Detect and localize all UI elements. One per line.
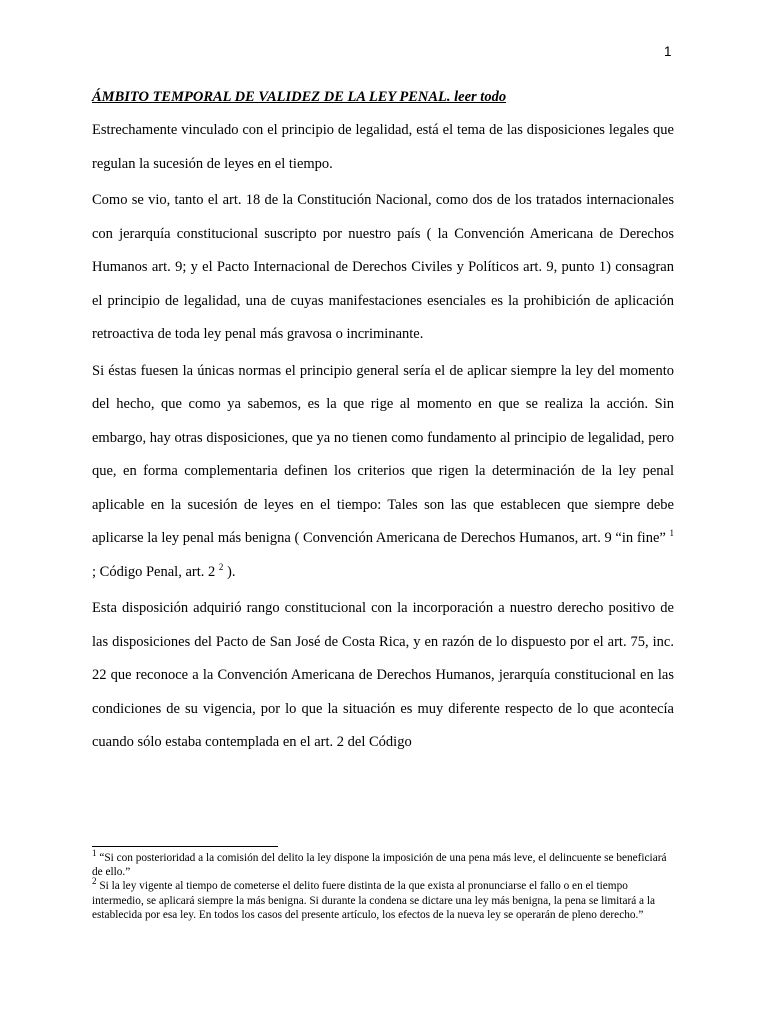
paragraph-3-text: Si éstas fuesen la únicas normas el principio general sería el de aplicar siempre la ley del momento del hecho, que como ya sabemos, es la que rige al momento en que se realiza la acción. Sin embargo, hay otras disposiciones, que ya no tienen como fundamento al principio de legalidad, pero que, en forma complementaria definen los criterios que rigen la determinación de la ley penal aplicable en la sucesión de leyes en el tiempo: Tales son las que establecen que siempre debe aplicarse la ley penal más benigna ( Convención Americana de Derechos Humanos, art. 9 “in fine” [92,362,674,546]
paragraph-3 [92,355,674,590]
footnote-2-text: Si la ley vigente al tiempo de cometerse el delito fuere distinta de la que exista al pronunciarse el fallo o en el tiempo intermedio, se aplicará siempre la más benigna. Si durante la condena se dictare una ley más benigna, la pena se limitará a la establecida por esa ley. En todos los casos del presente artículo, los efectos de la nueva ley se operarán de pleno derecho.” [92,880,656,921]
footnote-marker-1: 1 [92,848,97,859]
document-body [92,86,674,763]
footnotes [92,848,674,922]
footnote-marker-2: 2 [92,876,97,887]
paragraph-1: Estrechamente vinculado con el principio de legalidad, está el tema de las disposiciones legales que regulan la sucesión de leyes en el tiempo. [92,122,674,172]
document-heading: ÁMBITO TEMPORAL DE VALIDEZ DE LA LEY PENAL. leer todo [92,89,507,105]
paragraph-3-end: ). [223,563,236,580]
footnote-1-text: “Si con posterioridad a la comisión del delito la ley dispone la imposición de una pena más leve, el delincuente se beneficiará de ello.” [92,852,667,879]
footnote-2 [92,876,674,922]
paragraph-3-mid: ; Código Penal, art. 2 [92,563,216,580]
page-number: 1 [664,44,672,59]
footnote-ref-1[interactable]: 1 [669,528,675,539]
footnote-separator [92,846,278,847]
footnote-1 [92,848,674,879]
footnote-ref-2[interactable]: 2 [218,561,224,572]
paragraph-2: Como se vio, tanto el art. 18 de la Constitución Nacional, como dos de los tratados internacionales con jerarquía constitucional suscripto por nuestro país ( la Convención Americana de Derechos Humanos art. 9; y el Pacto Internacional de Derechos Civiles y Políticos art. 9, punto 1) consagran el principio de legalidad, una de cuyas manifestaciones esenciales es la prohibición de aplicación retroactiva de toda ley penal más gravosa o incriminante. [92,192,674,342]
paragraph-4: Esta disposición adquirió rango constitucional con la incorporación a nuestro derecho positivo de las disposiciones del Pacto de San José de Costa Rica, y en razón de lo dispuesto por el art. 75, inc. 22 que reconoce a la Convención Americana de Derechos Humanos, jerarquía constitucional en las condiciones de su vigencia, por lo que la situación es muy diferente respecto de lo que acontecía cuando sólo estaba contemplada en el art. 2 del Código [92,600,674,750]
